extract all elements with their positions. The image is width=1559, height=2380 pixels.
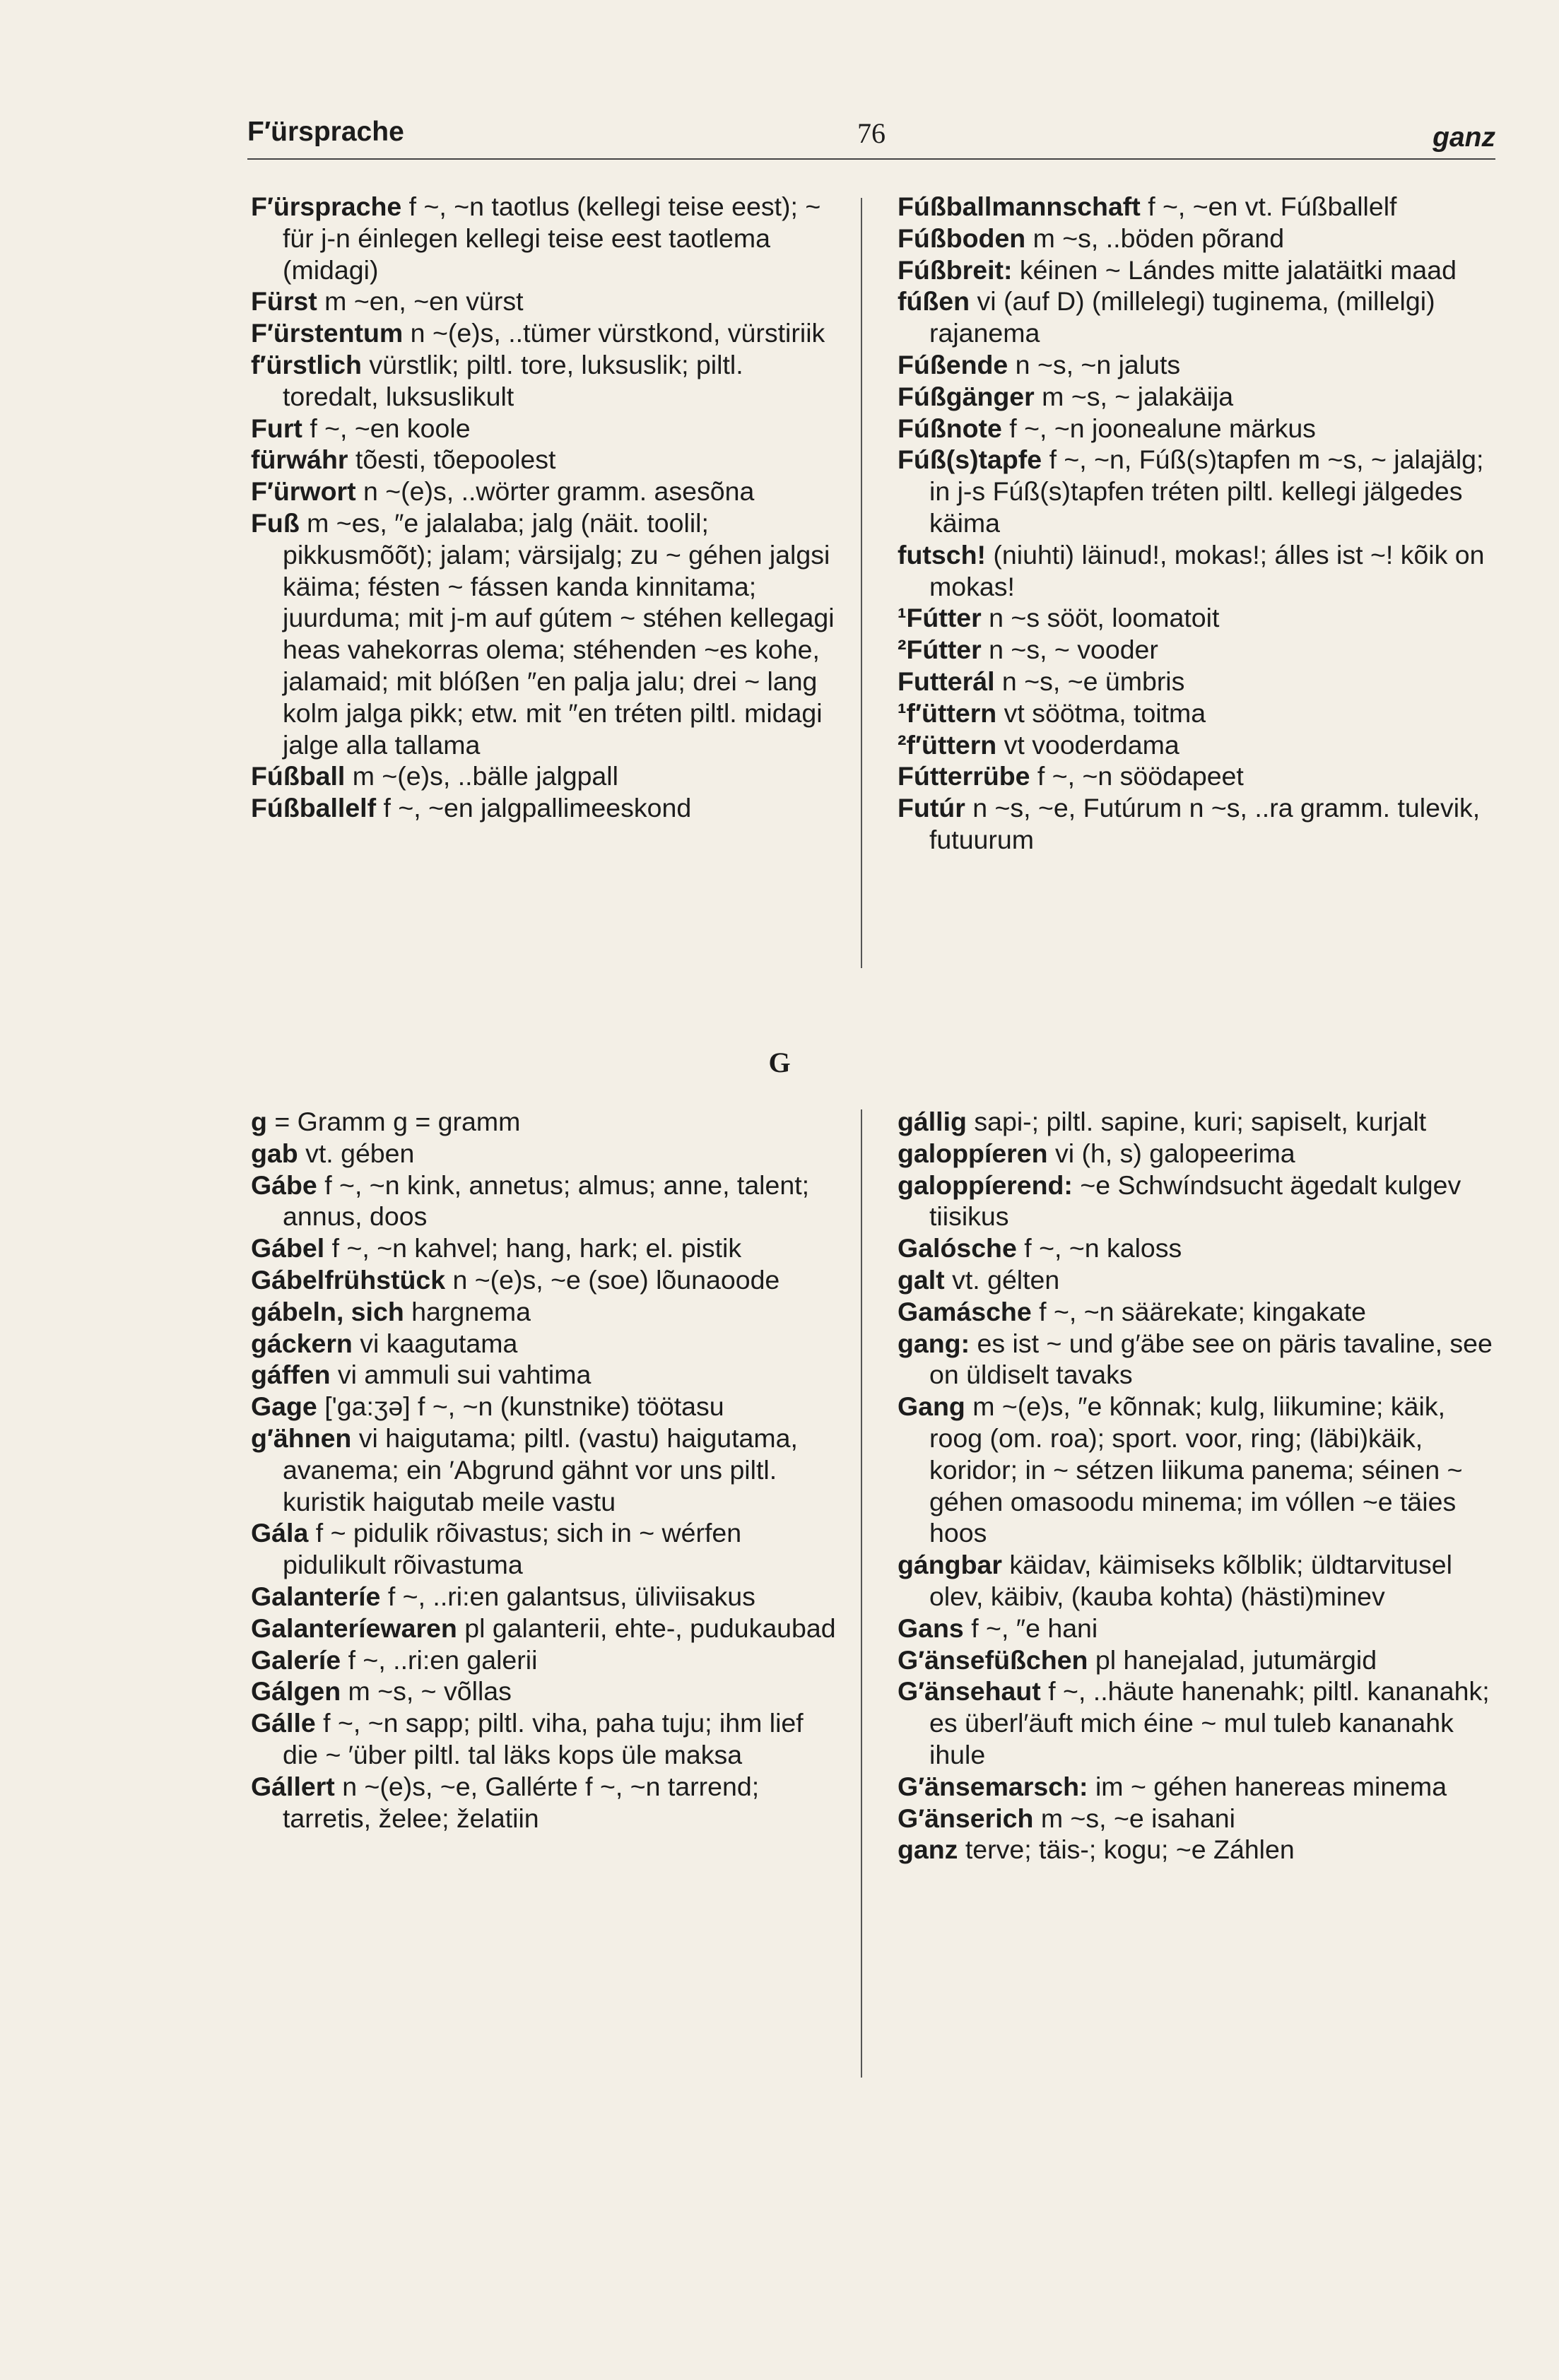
entry-definition: f ~, ~n kink, annetus; almus; anne, talent; annus, doos (283, 1170, 810, 1232)
dictionary-entry (898, 254, 1495, 286)
entry-definition: ~e Schwíndsucht ägedalt kulgev tiisikus (929, 1170, 1461, 1232)
entry-definition: m ~(e)s, ″e kõnnak; kulg, liikumine; käik, roog (om. roa); sport. voor, ring; (läbi)käik, koridor; in ~ sétzen liikuma panema; séinen ~ géhen omasoodu minema; im vóllen ~e täies hoos (929, 1391, 1463, 1548)
entry-definition: vürstlik; piltl. tore, luksuslik; piltl. toredalt, luksuslikult (283, 349, 743, 411)
entry-headword: F′ürsprache (251, 192, 402, 221)
entry-headword: ¹Fútter (898, 603, 982, 633)
entry-headword: Fúßball (251, 761, 346, 791)
entry-definition: f ~, ~n, Fúß(s)tapfen m ~s, ~ jalajälg; in j-s Fúß(s)tapfen tréten piltl. kellegi jälgedes käima (929, 444, 1484, 538)
column-bottom-right (898, 1106, 1495, 1866)
entry-definition: f ~, ~n säärekate; kingakate (1031, 1296, 1366, 1326)
entry-definition: n ~(e)s, ..tümer vürstkond, vürstiriik (403, 318, 825, 348)
dictionary-entry (898, 1264, 1495, 1296)
entry-headword: Fúßgänger (898, 381, 1035, 411)
entry-headword: fúßen (898, 286, 970, 317)
header-guide-word-right: ganz (1432, 122, 1495, 153)
dictionary-entry (898, 1138, 1495, 1170)
dictionary-entry (898, 1170, 1495, 1233)
entry-headword: galoppíerend: (898, 1170, 1073, 1200)
entry-headword: gángbar (898, 1550, 1002, 1580)
entry-headword: Futterál (898, 666, 995, 696)
entry-definition: f ~, ~n sapp; piltl. viha, paha tuju; ihm lief die ~ ′über piltl. tal läks kops üle maksa (283, 1708, 804, 1769)
entry-definition: vi (auf D) (millelegi) tuginema, (millelgi) rajanema (929, 286, 1435, 348)
entry-headword: Gábe (251, 1170, 317, 1200)
page-number: 76 (857, 117, 886, 149)
header-guide-word-left: F′ürsprache (247, 117, 404, 147)
entry-headword: G′änsemarsch: (898, 1771, 1088, 1801)
entry-definition: pl hanejalad, jutumärgid (1088, 1644, 1377, 1675)
entry-definition: kéinen ~ Lándes mitte jalatäitki maad (1012, 254, 1457, 285)
dictionary-entry (251, 1138, 841, 1170)
entry-headword: Fúßballmannschaft (898, 192, 1141, 221)
entry-headword: Gállert (251, 1771, 335, 1801)
entry-definition: n ~s, ~n jaluts (1008, 349, 1181, 379)
dictionary-entry (251, 349, 841, 413)
entry-headword: gáffen (251, 1360, 331, 1390)
dictionary-entry (251, 760, 841, 792)
dictionary-entry (898, 1613, 1495, 1644)
entry-definition: m ~s, ~ jalakäija (1034, 381, 1234, 411)
dictionary-entry (251, 1359, 841, 1391)
dictionary-entry (898, 285, 1495, 349)
entry-definition: f ~, ..ri:en galerii (341, 1644, 538, 1675)
entry-definition: m ~s, ..böden põrand (1025, 223, 1285, 253)
entry-definition: f ~, ..ri:en galantsus, üliviisakus (380, 1581, 755, 1611)
entry-headword: Fúßende (898, 349, 1008, 379)
dictionary-entry (898, 349, 1495, 381)
entry-headword: f′ürstlich (251, 349, 362, 379)
dictionary-entry (251, 792, 841, 824)
entry-definition: es ist ~ und g′äbe see on päris tavaline, see on üldiselt tavaks (929, 1328, 1493, 1390)
entry-headword: Fürst (251, 286, 317, 317)
dictionary-entry (898, 1232, 1495, 1264)
entry-headword: gab (251, 1138, 298, 1168)
dictionary-entry (898, 1834, 1495, 1866)
entry-headword: Furt (251, 413, 302, 443)
column-divider-bottom (861, 1109, 862, 2078)
entry-definition: f ~, ~en vt. Fúßballelf (1140, 192, 1397, 221)
dictionary-entry (898, 1675, 1495, 1770)
entry-definition: f ~, ~n kaloss (1016, 1233, 1182, 1263)
entry-definition: f ~, ~n söödapeet (1030, 761, 1244, 791)
entry-definition: f ~ pidulik rõivastus; sich in ~ wérfen pidulikult rõivastuma (283, 1518, 742, 1580)
entry-headword: Futúr (898, 793, 965, 823)
dictionary-entry (251, 1170, 841, 1233)
entry-definition: käidav, käimiseks kõlblik; üldtarvitusel olev, käibiv, (kauba kohta) (hästi)minev (929, 1550, 1452, 1611)
entry-headword: futsch! (898, 539, 986, 570)
entry-definition: m ~s, ~ võllas (341, 1676, 512, 1707)
dictionary-entry (251, 191, 841, 285)
dictionary-entry (251, 1328, 841, 1360)
header-rule (247, 158, 1495, 160)
entry-definition: f ~, ~n kahvel; hang, hark; el. pistik (324, 1233, 742, 1263)
dictionary-entry (898, 634, 1495, 666)
dictionary-entry (251, 413, 841, 444)
entry-headword: Fúßboden (898, 223, 1026, 253)
dictionary-entry (251, 1264, 841, 1296)
entry-definition: tõesti, tõepoolest (348, 444, 556, 475)
dictionary-entry (898, 697, 1495, 729)
entry-headword: Gála (251, 1518, 309, 1548)
entry-definition: n ~s, ~ vooder (981, 635, 1158, 665)
entry-headword: Gans (898, 1613, 964, 1643)
dictionary-entry (251, 1644, 841, 1676)
dictionary-entry (251, 444, 841, 476)
entry-headword: g (251, 1107, 267, 1136)
entry-headword: Gamásche (898, 1296, 1032, 1326)
entry-definition: hargnema (404, 1296, 531, 1326)
column-top-right (898, 191, 1495, 856)
entry-definition: f ~, ~en koole (302, 413, 471, 443)
entry-headword: ²f′üttern (898, 729, 997, 760)
entry-definition: n ~s, ~e, Futúrum n ~s, ..ra gramm. tulevik, futuurum (929, 793, 1481, 854)
entry-definition: f ~, ″e hani (963, 1613, 1098, 1643)
dictionary-entry (251, 1422, 841, 1517)
entry-definition: n ~(e)s, ~e, Gallérte f ~, ~n tarrend; tarretis, želee; želatiin (283, 1771, 760, 1833)
entry-headword: gang: (898, 1328, 970, 1358)
dictionary-entry (251, 317, 841, 349)
entry-headword: ²Fútter (898, 635, 982, 665)
entry-definition: vt. gélten (944, 1264, 1060, 1295)
entry-definition: (niuhti) läinud!, mokas!; álles ist ~! kõik on mokas! (929, 539, 1485, 601)
dictionary-entry (898, 223, 1495, 254)
dictionary-entry (898, 191, 1495, 223)
entry-definition: n ~s, ~e ümbris (994, 666, 1185, 696)
entry-headword: gábeln, sich (251, 1296, 404, 1326)
dictionary-entry (251, 1391, 841, 1422)
dictionary-entry (251, 1106, 841, 1138)
entry-headword: ¹f′üttern (898, 697, 997, 728)
entry-headword: Fúß(s)tapfe (898, 444, 1042, 475)
entry-headword: Gábelfrühstück (251, 1264, 446, 1295)
entry-definition: vi haigutama; piltl. (vastu) haigutama, avanema; ein ′Abgrund gähnt vor uns piltl. kuristik haigutab meile vastu (283, 1422, 798, 1516)
entry-definition: = Gramm g = gramm (266, 1107, 521, 1136)
entry-headword: Galeríe (251, 1644, 341, 1675)
entry-headword: G′änserich (898, 1803, 1034, 1833)
entry-headword: F′ürwort (251, 476, 356, 507)
entry-headword: ganz (898, 1834, 958, 1865)
entry-definition: vt vooderdama (996, 729, 1179, 760)
entry-definition: f ~, ..häute hanenahk; piltl. kananahk; es überl′äuft mich éine ~ mul tuleb kananahk ihule (929, 1676, 1490, 1769)
dictionary-entry (898, 1106, 1495, 1138)
entry-headword: G′änsefüßchen (898, 1644, 1088, 1675)
entry-definition: f ~, ~en jalgpallimeeskond (376, 793, 692, 823)
dictionary-entry (251, 1296, 841, 1328)
entry-definition: m ~en, ~en vürst (317, 286, 524, 317)
entry-headword: Fúßballelf (251, 793, 377, 823)
entry-headword: Gálgen (251, 1676, 341, 1707)
entry-definition: m ~(e)s, ..bälle jalgpall (345, 761, 618, 791)
column-top-left (251, 191, 841, 824)
dictionary-entry (898, 1771, 1495, 1803)
entry-headword: gállig (898, 1107, 967, 1136)
dictionary-entry (251, 1232, 841, 1264)
entry-definition: im ~ géhen hanereas minema (1088, 1771, 1447, 1801)
entry-headword: Gálle (251, 1708, 316, 1738)
entry-definition: vt söötma, toitma (996, 697, 1206, 728)
entry-headword: Galanteríewaren (251, 1613, 457, 1643)
entry-definition: f ~, ~n taotlus (kellegi teise eest); ~ für j-n éinlegen kellegi teise eest taotlema (midagi) (283, 192, 821, 285)
entry-headword: Fúßnote (898, 413, 1002, 443)
entry-definition: vt. gében (298, 1138, 415, 1168)
entry-headword: Fúßbreit: (898, 254, 1013, 285)
page-header (247, 117, 1495, 159)
entry-headword: Gang (898, 1391, 965, 1422)
dictionary-entry (251, 1517, 841, 1581)
dictionary-entry (898, 1391, 1495, 1549)
dictionary-entry (898, 381, 1495, 413)
column-divider-top (861, 198, 862, 968)
dictionary-entry (898, 1328, 1495, 1391)
entry-headword: galt (898, 1264, 945, 1295)
entry-definition: terve; täis-; kogu; ~e Záhlen (958, 1834, 1295, 1865)
dictionary-entry (251, 1707, 841, 1771)
entry-headword: Galanteríe (251, 1581, 381, 1611)
dictionary-entry (898, 1644, 1495, 1676)
entry-headword: G′änsehaut (898, 1676, 1041, 1707)
entry-headword: Gábel (251, 1233, 325, 1263)
entry-definition: m ~es, ″e jalalaba; jalg (näit. toolil; pikkusmõõt); jalam; värsijalg; zu ~ géhen jalgsi käima; fésten ~ fássen kanda kinnitama; juurduma; mit j-m auf gútem ~ stéhen kellegagi heas vahekorras olema; stéhenden ~es kohe, jalamaid; mit blóßen ″en palja jalu; drei ~ lang kolm jalga pikk; etw. mit ″en tréten piltl. midagi jalge alla tallama (283, 507, 835, 760)
dictionary-entry (898, 539, 1495, 603)
entry-headword: F′ürstentum (251, 318, 404, 348)
section-letter: G (768, 1047, 791, 1078)
column-bottom-left (251, 1106, 841, 1834)
dictionary-entry (251, 285, 841, 317)
entry-headword: g′ähnen (251, 1422, 352, 1453)
dictionary-entry (898, 444, 1495, 538)
dictionary-entry (898, 666, 1495, 697)
dictionary-entry (898, 1549, 1495, 1613)
entry-headword: galoppíeren (898, 1138, 1048, 1168)
entry-definition: n ~s sööt, loomatoit (981, 603, 1220, 633)
entry-definition: n ~(e)s, ~e (soe) lõunaoode (445, 1264, 780, 1295)
dictionary-entry (251, 1613, 841, 1644)
dictionary-entry (251, 476, 841, 507)
dictionary-entry (251, 507, 841, 760)
dictionary-entry (898, 760, 1495, 792)
dictionary-entry (898, 1803, 1495, 1834)
entry-headword: Gage (251, 1391, 317, 1422)
dictionary-entry (898, 1296, 1495, 1328)
dictionary-entry (898, 729, 1495, 761)
entry-definition: f ~, ~n joonealune märkus (1001, 413, 1316, 443)
entry-definition: n ~(e)s, ..wörter gramm. asesõna (355, 476, 755, 507)
dictionary-entry (898, 792, 1495, 856)
dictionary-entry (251, 1581, 841, 1613)
entry-definition: vi (h, s) galopeerima (1047, 1138, 1295, 1168)
entry-headword: gáckern (251, 1328, 353, 1358)
entry-definition: pl galanterii, ehte-, pudukaubad (457, 1613, 836, 1643)
entry-definition: vi kaagutama (352, 1328, 518, 1358)
entry-definition: sapi-; piltl. sapine, kuri; sapiselt, kurjalt (966, 1107, 1427, 1136)
entry-definition: m ~s, ~e isahani (1033, 1803, 1235, 1833)
dictionary-entry (251, 1771, 841, 1834)
entry-definition: ['ga:ʒə] f ~, ~n (kunstnike) töötasu (317, 1391, 724, 1422)
entry-headword: Fútterrübe (898, 761, 1030, 791)
entry-definition: vi ammuli sui vahtima (330, 1360, 592, 1390)
entry-headword: Fuß (251, 507, 300, 538)
dictionary-entry (251, 1675, 841, 1707)
entry-headword: Galósche (898, 1233, 1017, 1263)
dictionary-entry (898, 413, 1495, 444)
dictionary-entry (898, 602, 1495, 634)
entry-headword: fürwáhr (251, 444, 348, 475)
